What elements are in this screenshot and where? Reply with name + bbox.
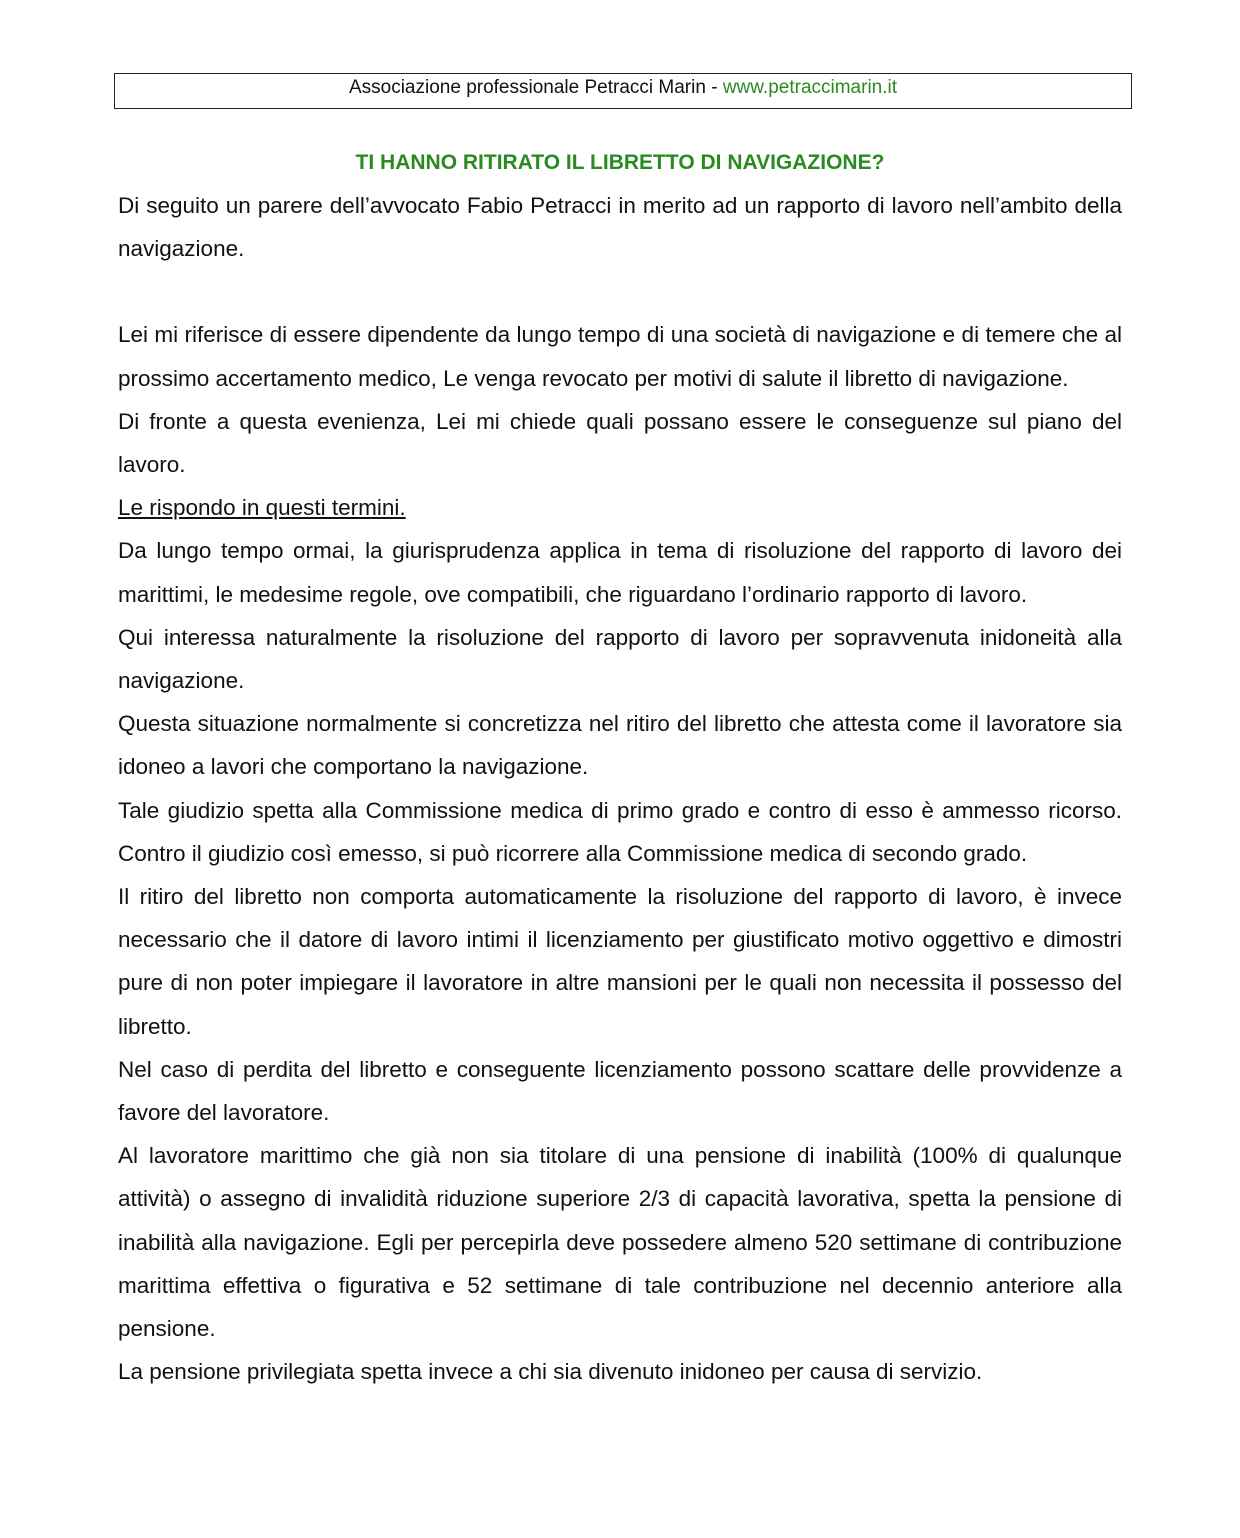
paragraph: Di fronte a questa evenienza, Lei mi chiede quali possano essere le conseguenze sul piano del lavoro. [118,408,1122,478]
page-header [114,73,1132,109]
document-title: TI HANNO RITIRATO IL LIBRETTO DI NAVIGAZIONE? [355,151,885,174]
paragraph: Nel caso di perdita del libretto e conseguente licenziamento possono scattare delle provvidenze a favore del lavoratore. [118,1056,1122,1126]
paragraph: Il ritiro del libretto non comporta automaticamente la risoluzione del rapporto di lavoro, è invece necessario che il datore di lavoro intimi il licenziamento per giustificato motivo oggettivo e dimostri pure di non poter impiegare il lavoratore in altre mansioni per le quali non necessita il possesso del libretto. [118,884,1122,1039]
paragraph: Al lavoratore marittimo che già non sia titolare di una pensione di inabilità (100% di qualunque attività) o assegno di invalidità riduzione superiore 2/3 di capacità lavorativa, spetta la pensione di inabilità alla navigazione. Egli per percepirla deve possedere almeno 520 settimane di contribuzione marittima effettiva o figurativa e 52 settimane di tale contribuzione nel decennio anteriore alla pensione. [118,1143,1122,1342]
paragraph: Da lungo tempo ormai, la giurisprudenza applica in tema di risoluzione del rapporto di lavoro dei marittimi, le medesime regole, ove compatibili, che riguardano l’ordinario rapporto di lavoro. [118,538,1122,607]
paragraph-underlined [118,486,1122,529]
response-heading: Le rispondo in questi termini. [118,495,406,521]
paragraph: Questa situazione normalmente si concretizza nel ritiro del libretto che attesta come il lavoratore sia idoneo a lavori che comportano la navigazione. [118,711,1122,780]
document-body [118,184,1122,1393]
header-org-name: Associazione professionale Petracci Marin - [348,77,723,98]
paragraph: Tale giudizio spetta alla Commissione medica di primo grado e contro di esso è ammesso ricorso. Contro il giudizio così emesso, si può ricorrere alla Commissione medica di secondo grado. [118,797,1122,866]
header-website-link[interactable]: www.petraccimarin.it [722,77,898,98]
paragraph: Qui interessa naturalmente la risoluzione del rapporto di lavoro per sopravvenuta inidoneità alla navigazione. [118,624,1122,694]
paragraph: La pensione privilegiata spetta invece a chi sia divenuto inidoneo per causa di servizio. [118,1359,983,1385]
paragraph: Lei mi riferisce di essere dipendente da lungo tempo di una società di navigazione e di temere che al prossimo accertamento medico, Le venga revocato per motivi di salute il libretto di navigazione. [118,322,1122,391]
paragraph-intro: Di seguito un parere dell’avvocato Fabio Petracci in merito ad un rapporto di lavoro nell’ambito della navigazione. [118,193,1122,262]
